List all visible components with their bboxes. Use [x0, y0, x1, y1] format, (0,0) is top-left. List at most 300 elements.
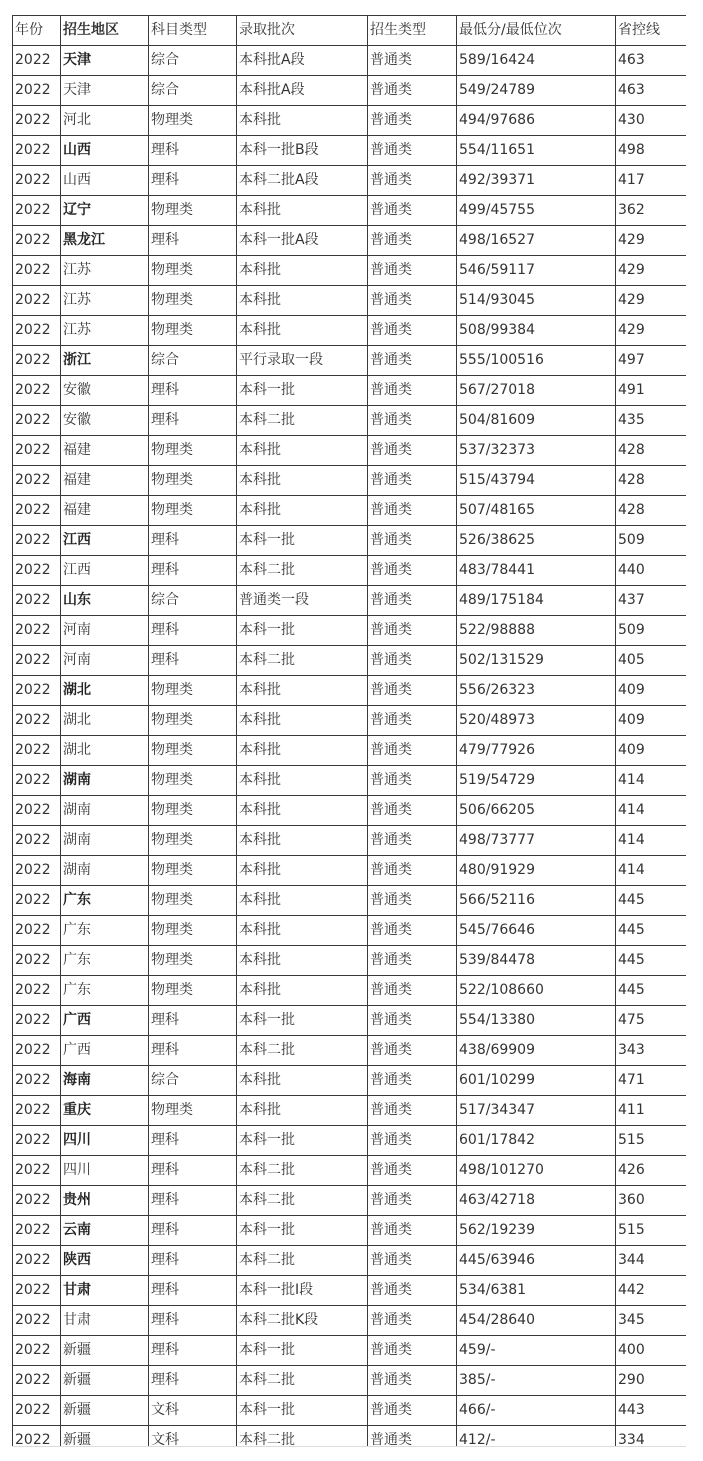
table-row	[13, 1036, 687, 1066]
cell-province-control-line: 445	[616, 916, 687, 946]
table-row	[13, 1186, 687, 1216]
cell-enrollment-type: 普通类	[368, 286, 457, 316]
cell-subject-type: 理科	[149, 1276, 237, 1306]
cell-min-score-rank: 554/13380	[457, 1006, 616, 1036]
admission-scores-table-container	[12, 15, 686, 1447]
cell-min-score-rank: 454/28640	[457, 1306, 616, 1336]
table-row	[13, 316, 687, 346]
cell-province-control-line: 290	[616, 1366, 687, 1396]
cell-min-score-rank: 459/-	[457, 1336, 616, 1366]
cell-year: 2022	[13, 766, 61, 796]
cell-enrollment-type: 普通类	[368, 1306, 457, 1336]
cell-admission-batch: 本科二批	[237, 1186, 368, 1216]
cell-enrollment-type: 普通类	[368, 1426, 457, 1448]
table-row	[13, 136, 687, 166]
table-row	[13, 1366, 687, 1396]
cell-year: 2022	[13, 136, 61, 166]
cell-min-score-rank: 539/84478	[457, 946, 616, 976]
cell-admission-batch: 平行录取一段	[237, 346, 368, 376]
cell-subject-type: 理科	[149, 1156, 237, 1186]
header-min-score-rank: 最低分/最低位次	[457, 16, 616, 46]
cell-year: 2022	[13, 286, 61, 316]
cell-province-control-line: 362	[616, 196, 687, 226]
cell-subject-type: 物理类	[149, 856, 237, 886]
cell-province-control-line: 409	[616, 676, 687, 706]
table-row	[13, 1006, 687, 1036]
cell-year: 2022	[13, 76, 61, 106]
cell-province-control-line: 445	[616, 886, 687, 916]
cell-admission-batch: 本科批	[237, 676, 368, 706]
cell-year: 2022	[13, 526, 61, 556]
cell-enrollment-type: 普通类	[368, 1006, 457, 1036]
cell-province-control-line: 429	[616, 316, 687, 346]
cell-province-control-line: 429	[616, 256, 687, 286]
cell-enrollment-type: 普通类	[368, 46, 457, 76]
cell-enrollment-type: 普通类	[368, 136, 457, 166]
cell-min-score-rank: 498/16527	[457, 226, 616, 256]
cell-admission-batch: 本科批	[237, 196, 368, 226]
cell-year: 2022	[13, 946, 61, 976]
cell-min-score-rank: 480/91929	[457, 856, 616, 886]
cell-admission-batch: 本科二批K段	[237, 1306, 368, 1336]
cell-province-control-line: 435	[616, 406, 687, 436]
cell-year: 2022	[13, 226, 61, 256]
cell-enrollment-type: 普通类	[368, 1276, 457, 1306]
cell-region: 广东	[61, 916, 149, 946]
cell-region: 云南	[61, 1216, 149, 1246]
cell-admission-batch: 本科一批	[237, 1126, 368, 1156]
cell-region: 山西	[61, 166, 149, 196]
cell-year: 2022	[13, 1126, 61, 1156]
cell-year: 2022	[13, 436, 61, 466]
cell-province-control-line: 343	[616, 1036, 687, 1066]
cell-region: 陕西	[61, 1246, 149, 1276]
cell-min-score-rank: 555/100516	[457, 346, 616, 376]
cell-region: 河南	[61, 646, 149, 676]
table-row	[13, 256, 687, 286]
cell-region: 贵州	[61, 1186, 149, 1216]
cell-region: 辽宁	[61, 196, 149, 226]
cell-min-score-rank: 479/77926	[457, 736, 616, 766]
cell-admission-batch: 本科批	[237, 736, 368, 766]
header-province-control-line: 省控线	[616, 16, 687, 46]
cell-region: 四川	[61, 1126, 149, 1156]
cell-region: 江西	[61, 526, 149, 556]
cell-year: 2022	[13, 856, 61, 886]
cell-min-score-rank: 554/11651	[457, 136, 616, 166]
cell-province-control-line: 409	[616, 706, 687, 736]
cell-enrollment-type: 普通类	[368, 826, 457, 856]
cell-province-control-line: 515	[616, 1126, 687, 1156]
cell-enrollment-type: 普通类	[368, 196, 457, 226]
cell-enrollment-type: 普通类	[368, 1366, 457, 1396]
cell-min-score-rank: 517/34347	[457, 1096, 616, 1126]
cell-year: 2022	[13, 1216, 61, 1246]
table-row	[13, 676, 687, 706]
cell-admission-batch: 本科批	[237, 436, 368, 466]
table-row	[13, 736, 687, 766]
cell-year: 2022	[13, 976, 61, 1006]
cell-subject-type: 物理类	[149, 316, 237, 346]
cell-year: 2022	[13, 376, 61, 406]
cell-min-score-rank: 519/54729	[457, 766, 616, 796]
cell-enrollment-type: 普通类	[368, 1216, 457, 1246]
cell-region: 江西	[61, 556, 149, 586]
cell-province-control-line: 414	[616, 826, 687, 856]
cell-min-score-rank: 508/99384	[457, 316, 616, 346]
cell-region: 湖南	[61, 856, 149, 886]
cell-subject-type: 物理类	[149, 946, 237, 976]
cell-subject-type: 理科	[149, 166, 237, 196]
cell-year: 2022	[13, 1366, 61, 1396]
cell-enrollment-type: 普通类	[368, 976, 457, 1006]
cell-province-control-line: 414	[616, 796, 687, 826]
cell-province-control-line: 430	[616, 106, 687, 136]
cell-min-score-rank: 489/175184	[457, 586, 616, 616]
cell-year: 2022	[13, 586, 61, 616]
cell-admission-batch: 本科批	[237, 1066, 368, 1096]
cell-enrollment-type: 普通类	[368, 1096, 457, 1126]
header-row	[13, 16, 687, 46]
cell-subject-type: 理科	[149, 1006, 237, 1036]
cell-subject-type: 物理类	[149, 436, 237, 466]
cell-year: 2022	[13, 1066, 61, 1096]
cell-region: 新疆	[61, 1426, 149, 1448]
cell-year: 2022	[13, 196, 61, 226]
cell-min-score-rank: 545/76646	[457, 916, 616, 946]
cell-min-score-rank: 385/-	[457, 1366, 616, 1396]
cell-year: 2022	[13, 256, 61, 286]
table-row	[13, 886, 687, 916]
cell-subject-type: 理科	[149, 526, 237, 556]
cell-admission-batch: 本科一批	[237, 1336, 368, 1366]
cell-region: 福建	[61, 436, 149, 466]
cell-region: 福建	[61, 466, 149, 496]
cell-enrollment-type: 普通类	[368, 1126, 457, 1156]
cell-subject-type: 理科	[149, 136, 237, 166]
cell-region: 安徽	[61, 376, 149, 406]
cell-year: 2022	[13, 1246, 61, 1276]
cell-subject-type: 理科	[149, 1216, 237, 1246]
cell-year: 2022	[13, 736, 61, 766]
cell-admission-batch: 本科批	[237, 886, 368, 916]
cell-year: 2022	[13, 466, 61, 496]
cell-subject-type: 物理类	[149, 466, 237, 496]
cell-enrollment-type: 普通类	[368, 886, 457, 916]
cell-year: 2022	[13, 676, 61, 706]
cell-min-score-rank: 537/32373	[457, 436, 616, 466]
cell-admission-batch: 本科一批	[237, 1396, 368, 1426]
cell-subject-type: 物理类	[149, 736, 237, 766]
cell-min-score-rank: 589/16424	[457, 46, 616, 76]
table-row	[13, 346, 687, 376]
cell-region: 湖南	[61, 826, 149, 856]
table-row	[13, 586, 687, 616]
cell-subject-type: 综合	[149, 1066, 237, 1096]
cell-min-score-rank: 601/10299	[457, 1066, 616, 1096]
cell-enrollment-type: 普通类	[368, 106, 457, 136]
cell-min-score-rank: 601/17842	[457, 1126, 616, 1156]
table-row	[13, 1066, 687, 1096]
cell-enrollment-type: 普通类	[368, 316, 457, 346]
table-row	[13, 1126, 687, 1156]
cell-region: 湖北	[61, 736, 149, 766]
cell-region: 天津	[61, 76, 149, 106]
cell-region: 河北	[61, 106, 149, 136]
cell-region: 新疆	[61, 1396, 149, 1426]
cell-admission-batch: 本科批	[237, 496, 368, 526]
cell-year: 2022	[13, 1336, 61, 1366]
cell-admission-batch: 本科二批	[237, 1426, 368, 1448]
table-row	[13, 166, 687, 196]
cell-enrollment-type: 普通类	[368, 556, 457, 586]
cell-year: 2022	[13, 1036, 61, 1066]
header-enrollment-type: 招生类型	[368, 16, 457, 46]
table-row	[13, 616, 687, 646]
cell-year: 2022	[13, 1426, 61, 1448]
table-row	[13, 226, 687, 256]
cell-province-control-line: 463	[616, 46, 687, 76]
table-row	[13, 1246, 687, 1276]
cell-admission-batch: 本科批	[237, 796, 368, 826]
table-body	[13, 46, 687, 1448]
cell-admission-batch: 本科一批	[237, 526, 368, 556]
cell-province-control-line: 497	[616, 346, 687, 376]
cell-year: 2022	[13, 1186, 61, 1216]
cell-year: 2022	[13, 1276, 61, 1306]
cell-region: 新疆	[61, 1336, 149, 1366]
cell-region: 重庆	[61, 1096, 149, 1126]
cell-min-score-rank: 438/69909	[457, 1036, 616, 1066]
table-row	[13, 1156, 687, 1186]
cell-region: 江苏	[61, 286, 149, 316]
cell-region: 甘肃	[61, 1306, 149, 1336]
table-header	[13, 16, 687, 46]
cell-enrollment-type: 普通类	[368, 1066, 457, 1096]
table-row	[13, 826, 687, 856]
cell-region: 湖北	[61, 676, 149, 706]
cell-province-control-line: 429	[616, 226, 687, 256]
cell-subject-type: 物理类	[149, 766, 237, 796]
cell-province-control-line: 509	[616, 616, 687, 646]
cell-admission-batch: 本科批	[237, 916, 368, 946]
cell-min-score-rank: 492/39371	[457, 166, 616, 196]
header-region: 招生地区	[61, 16, 149, 46]
cell-region: 浙江	[61, 346, 149, 376]
cell-admission-batch: 本科批	[237, 946, 368, 976]
cell-province-control-line: 345	[616, 1306, 687, 1336]
table-row	[13, 766, 687, 796]
cell-admission-batch: 本科一批	[237, 376, 368, 406]
cell-subject-type: 综合	[149, 586, 237, 616]
cell-admission-batch: 本科一批	[237, 1006, 368, 1036]
cell-subject-type: 理科	[149, 1306, 237, 1336]
cell-region: 湖南	[61, 796, 149, 826]
cell-enrollment-type: 普通类	[368, 376, 457, 406]
cell-enrollment-type: 普通类	[368, 346, 457, 376]
cell-province-control-line: 515	[616, 1216, 687, 1246]
cell-region: 海南	[61, 1066, 149, 1096]
cell-min-score-rank: 549/24789	[457, 76, 616, 106]
cell-region: 湖北	[61, 706, 149, 736]
cell-admission-batch: 普通类一段	[237, 586, 368, 616]
cell-subject-type: 综合	[149, 346, 237, 376]
cell-province-control-line: 360	[616, 1186, 687, 1216]
cell-admission-batch: 本科二批	[237, 1246, 368, 1276]
table-row	[13, 46, 687, 76]
cell-province-control-line: 400	[616, 1336, 687, 1366]
cell-admission-batch: 本科一批I段	[237, 1276, 368, 1306]
cell-enrollment-type: 普通类	[368, 226, 457, 256]
cell-province-control-line: 475	[616, 1006, 687, 1036]
cell-min-score-rank: 502/131529	[457, 646, 616, 676]
cell-region: 福建	[61, 496, 149, 526]
cell-min-score-rank: 522/98888	[457, 616, 616, 646]
cell-admission-batch: 本科二批A段	[237, 166, 368, 196]
cell-subject-type: 理科	[149, 1246, 237, 1276]
cell-admission-batch: 本科一批	[237, 1216, 368, 1246]
table-row	[13, 976, 687, 1006]
table-row	[13, 496, 687, 526]
header-year: 年份	[13, 16, 61, 46]
cell-region: 江苏	[61, 256, 149, 286]
cell-admission-batch: 本科二批	[237, 556, 368, 586]
cell-year: 2022	[13, 556, 61, 586]
cell-year: 2022	[13, 166, 61, 196]
cell-year: 2022	[13, 646, 61, 676]
cell-min-score-rank: 546/59117	[457, 256, 616, 286]
cell-region: 黑龙江	[61, 226, 149, 256]
cell-enrollment-type: 普通类	[368, 1036, 457, 1066]
cell-enrollment-type: 普通类	[368, 466, 457, 496]
cell-province-control-line: 437	[616, 586, 687, 616]
cell-subject-type: 理科	[149, 1036, 237, 1066]
table-row	[13, 196, 687, 226]
cell-subject-type: 理科	[149, 556, 237, 586]
table-row	[13, 76, 687, 106]
table-row	[13, 1306, 687, 1336]
cell-province-control-line: 414	[616, 766, 687, 796]
cell-admission-batch: 本科批A段	[237, 76, 368, 106]
cell-min-score-rank: 483/78441	[457, 556, 616, 586]
cell-subject-type: 物理类	[149, 286, 237, 316]
cell-admission-batch: 本科批	[237, 466, 368, 496]
cell-province-control-line: 440	[616, 556, 687, 586]
table-row	[13, 706, 687, 736]
cell-admission-batch: 本科一批B段	[237, 136, 368, 166]
cell-province-control-line: 445	[616, 946, 687, 976]
cell-min-score-rank: 567/27018	[457, 376, 616, 406]
cell-admission-batch: 本科二批	[237, 1366, 368, 1396]
table-row	[13, 796, 687, 826]
table-row	[13, 466, 687, 496]
cell-enrollment-type: 普通类	[368, 946, 457, 976]
cell-enrollment-type: 普通类	[368, 76, 457, 106]
cell-subject-type: 物理类	[149, 826, 237, 856]
cell-province-control-line: 443	[616, 1396, 687, 1426]
cell-min-score-rank: 506/66205	[457, 796, 616, 826]
table-row	[13, 1216, 687, 1246]
cell-min-score-rank: 522/108660	[457, 976, 616, 1006]
cell-subject-type: 物理类	[149, 916, 237, 946]
cell-year: 2022	[13, 886, 61, 916]
cell-year: 2022	[13, 1156, 61, 1186]
cell-min-score-rank: 498/73777	[457, 826, 616, 856]
cell-subject-type: 物理类	[149, 496, 237, 526]
cell-year: 2022	[13, 616, 61, 646]
cell-enrollment-type: 普通类	[368, 1156, 457, 1186]
cell-region: 新疆	[61, 1366, 149, 1396]
cell-region: 山东	[61, 586, 149, 616]
cell-subject-type: 物理类	[149, 676, 237, 706]
cell-min-score-rank: 534/6381	[457, 1276, 616, 1306]
cell-region: 广西	[61, 1036, 149, 1066]
cell-admission-batch: 本科二批	[237, 1036, 368, 1066]
cell-enrollment-type: 普通类	[368, 646, 457, 676]
cell-enrollment-type: 普通类	[368, 766, 457, 796]
cell-enrollment-type: 普通类	[368, 736, 457, 766]
cell-subject-type: 文科	[149, 1426, 237, 1448]
cell-admission-batch: 本科二批	[237, 1156, 368, 1186]
cell-subject-type: 文科	[149, 1396, 237, 1426]
cell-min-score-rank: 566/52116	[457, 886, 616, 916]
cell-province-control-line: 409	[616, 736, 687, 766]
cell-subject-type: 理科	[149, 1126, 237, 1156]
cell-enrollment-type: 普通类	[368, 676, 457, 706]
cell-admission-batch: 本科一批A段	[237, 226, 368, 256]
cell-subject-type: 理科	[149, 646, 237, 676]
cell-admission-batch: 本科二批	[237, 646, 368, 676]
cell-province-control-line: 344	[616, 1246, 687, 1276]
cell-enrollment-type: 普通类	[368, 496, 457, 526]
table-row	[13, 1396, 687, 1426]
cell-min-score-rank: 463/42718	[457, 1186, 616, 1216]
cell-year: 2022	[13, 1396, 61, 1426]
table-row	[13, 856, 687, 886]
table-row	[13, 1426, 687, 1448]
table-row	[13, 1096, 687, 1126]
table-row	[13, 556, 687, 586]
cell-min-score-rank: 445/63946	[457, 1246, 616, 1276]
cell-province-control-line: 509	[616, 526, 687, 556]
cell-enrollment-type: 普通类	[368, 1246, 457, 1276]
cell-admission-batch: 本科批	[237, 316, 368, 346]
cell-min-score-rank: 520/48973	[457, 706, 616, 736]
cell-subject-type: 物理类	[149, 106, 237, 136]
cell-region: 四川	[61, 1156, 149, 1186]
cell-enrollment-type: 普通类	[368, 916, 457, 946]
cell-year: 2022	[13, 46, 61, 76]
header-admission-batch: 录取批次	[237, 16, 368, 46]
cell-year: 2022	[13, 796, 61, 826]
table-row	[13, 526, 687, 556]
cell-province-control-line: 445	[616, 976, 687, 1006]
cell-province-control-line: 428	[616, 496, 687, 526]
cell-min-score-rank: 556/26323	[457, 676, 616, 706]
table-row	[13, 916, 687, 946]
cell-region: 广东	[61, 886, 149, 916]
cell-admission-batch: 本科批	[237, 706, 368, 736]
cell-enrollment-type: 普通类	[368, 166, 457, 196]
cell-province-control-line: 411	[616, 1096, 687, 1126]
table-row	[13, 1276, 687, 1306]
cell-min-score-rank: 466/-	[457, 1396, 616, 1426]
cell-min-score-rank: 514/93045	[457, 286, 616, 316]
cell-province-control-line: 426	[616, 1156, 687, 1186]
cell-year: 2022	[13, 496, 61, 526]
cell-admission-batch: 本科批	[237, 826, 368, 856]
cell-subject-type: 综合	[149, 76, 237, 106]
